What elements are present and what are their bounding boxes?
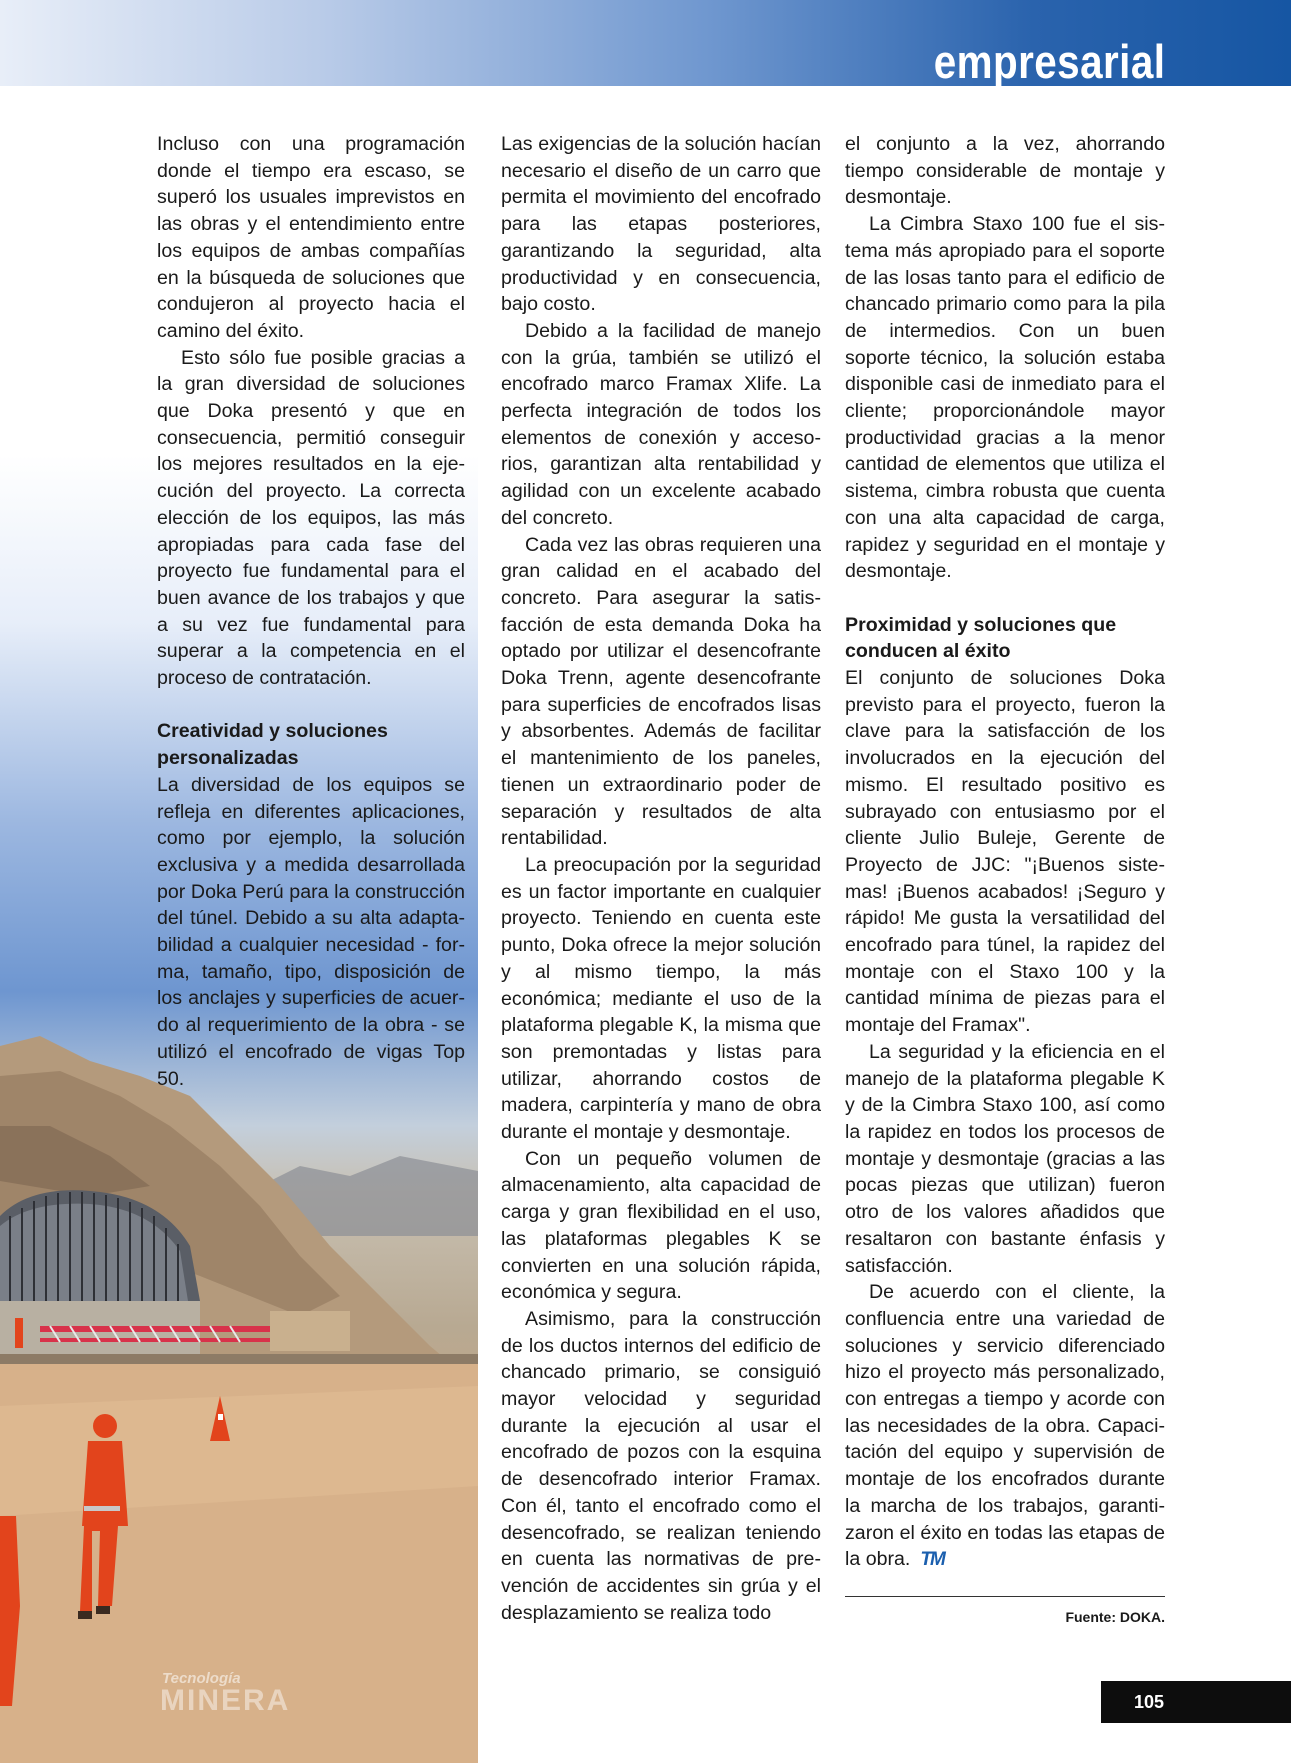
section-title: empresarial [933,35,1165,88]
article-paragraph [501,131,821,318]
article-column-1 [157,131,465,1092]
article-paragraph [501,318,821,532]
end-of-article-logo: TM [920,1549,944,1571]
paragraph-text: El conjunto de soluciones Doka previsto para el proyecto, fueron la clave para la satisfacción de los involucrados en la ejecución del mismo. El resultado positivo es subrayado con entusiasmo por el cliente Julio Buleje, Gerente de Proyecto de JJC: "¡Buenos sistemas! ¡Buenos acabados! ¡Seguro y rápido! Me gusta la versatilidad del encofrado para túnel, la rapidez del montaje con el Staxo 100 y la cantidad mínima de piezas para el montaje del Framax". [845,667,1165,1037]
paragraph-text: Esto sólo fue posible gracias a la gran diversidad de soluciones que Doka presentó y que en consecuencia, permitió conseguir los mejores resultados en la ejecución del proyecto. La correcta elección de los equipos, las más apropiadas para cada fase del proyecto fue fundamental para el buen avance de los trabajos y que a su vez fue fundamental para superar a la competencia en el proceso de contratación. [157,346,465,690]
paragraph-text: Debido a la facilidad de manejo con la grúa, también se utilizó el encofrado marco Framax Xlife. La perfecta integración de todos los elementos de conexión y accesorios, garantizan alta rentabilidad y agilidad con un excelente acabado del concreto. [501,319,821,529]
paragraph-text: el conjunto a la vez, ahorrando tiempo considerable de montaje y desmontaje. [845,133,1165,209]
section-heading: Proximidad y soluciones que conducen al éxito [845,613,1117,663]
article-column-3 [845,131,1165,1574]
source-credit: Fuente: DOKA. [1065,1609,1165,1625]
article-paragraph [845,131,1165,211]
article-paragraph [501,1306,821,1626]
page-number-box [1101,1681,1291,1723]
paragraph-text: Asimismo, para la construcción de los ductos internos del edificio de chancado primario, se consiguió mayor velocidad y seguridad durante la ejecución al usar el encofrado de pozos con la esquina de desencofrado interior Framax. Con él, tanto el encofrado como el desencofrado, se realizan teniendo en cuenta las normativas de prevención de accidentes sin grúa y el desplazamiento se realiza todo [501,1307,821,1624]
article-paragraph [845,211,1165,585]
paragraph-text: Las exigencias de la solución hacían necesario el diseño de un carro que permita el movimiento del encofrado para las etapas posteriores, garantizando la seguridad, alta productividad y en consecuencia, bajo costo. [501,133,821,316]
paragraph-gap [845,585,1165,612]
article-paragraph [157,772,465,1092]
article-paragraph [501,1146,821,1306]
paragraph-text: De acuerdo con el cliente, la confluencia entre una variedad de soluciones y servicio diferenciado hizo el proyecto más personalizado, con entregas a tiempo y acorde con las necesidades de la obra. Capacitación del equipo y supervisión de montaje de los encofrados durante la marcha de los trabajos, garantizaron el éxito en todas las etapas de la obra. [845,1281,1165,1571]
article-paragraph [501,852,821,1146]
paragraph-text: La Cimbra Staxo 100 fue el sistema más apropiado para el soporte de las losas tanto para el edificio de chancado primario como para la pila de intermedios. Con un buen soporte técnico, la solución estaba disponible casi de inmediato para el cliente; proporcionándole mayor productividad gracias a la menor cantidad de elementos que utiliza el sistema, cimbra robusta que cuenta con una alta capacidad de carga, rapidez y seguridad en el montaje y desmontaje. [845,213,1165,583]
article-column-2 [501,131,821,1626]
article-paragraph [845,1279,1165,1574]
section-heading: Creatividad y soluciones personalizadas [157,720,388,770]
page-number: 105 [1134,1692,1165,1712]
paragraph-text: La diversidad de los equipos se refleja en diferentes aplicaciones, como por ejemplo, la solución exclusiva y a medida desarrollada por Doka Perú para la construcción del túnel. Debido a su alta adaptabilidad a cualquier necesidad - forma, tamaño, tipo, disposición de los anclajes y superficies de acuerdo al requerimiento de la obra - se utilizó el encofrado de vigas Top 50. [157,773,465,1090]
article-paragraph [845,1039,1165,1279]
paragraph-text: La preocupación por la seguridad es un factor importante en cualquier proyecto. Teniendo en cuenta este punto, Doka ofrece la mejor solución y al mismo tiempo, la más económica; mediante el uso de la plataforma plegable K, la misma que son premontadas y listas para utilizar, ahorrando costos de madera, carpintería y mano de obra durante el montaje y desmontaje. [501,853,821,1144]
magazine-logo-bottom: MINERA [160,1684,291,1717]
paragraph-text: La seguridad y la eficiencia en el manejo de la plataforma plegable K y de la Cimbra Staxo 100, así como la rapidez en todos los procesos de montaje y desmontaje (gracias a las pocas piezas que utilizan) fueron otro de los valores añadidos que resaltaron con bastante énfasis y satisfacción. [845,1040,1165,1277]
article-paragraph [501,532,821,852]
paragraph-text: Con un pequeño volumen de almacenamiento, alta capacidad de carga y gran flexibilidad en el uso, las plataformas plegables K se convierten en una solución rápida, económica y segura. [501,1147,821,1304]
divider-rule [845,1596,1165,1597]
article-paragraph [845,665,1165,1039]
paragraph-text: Incluso con una programación donde el tiempo era escaso, se superó los usuales imprevistos en las obras y el entendimiento entre los equipos de ambas compañías en la búsqueda de soluciones que condujeron al proyecto hacia el camino del éxito. [157,133,465,342]
magazine-logo-top: Tecnología [162,1670,241,1687]
article-paragraph [157,345,465,692]
article-paragraph [157,131,465,345]
paragraph-gap [157,692,465,719]
magazine-logo [160,1670,340,1730]
paragraph-text: Cada vez las obras requieren una gran calidad en el acabado del concreto. Para asegurar la satisfacción de esta demanda Doka ha optado por utilizar el desencofrante Doka Trenn, agente desencofrante para superficies de encofrados lisas y absorbentes. Además de facilitar el mantenimiento de los paneles, tienen un extraordinario poder de separación y resultados de alta rentabilidad. [501,533,821,850]
